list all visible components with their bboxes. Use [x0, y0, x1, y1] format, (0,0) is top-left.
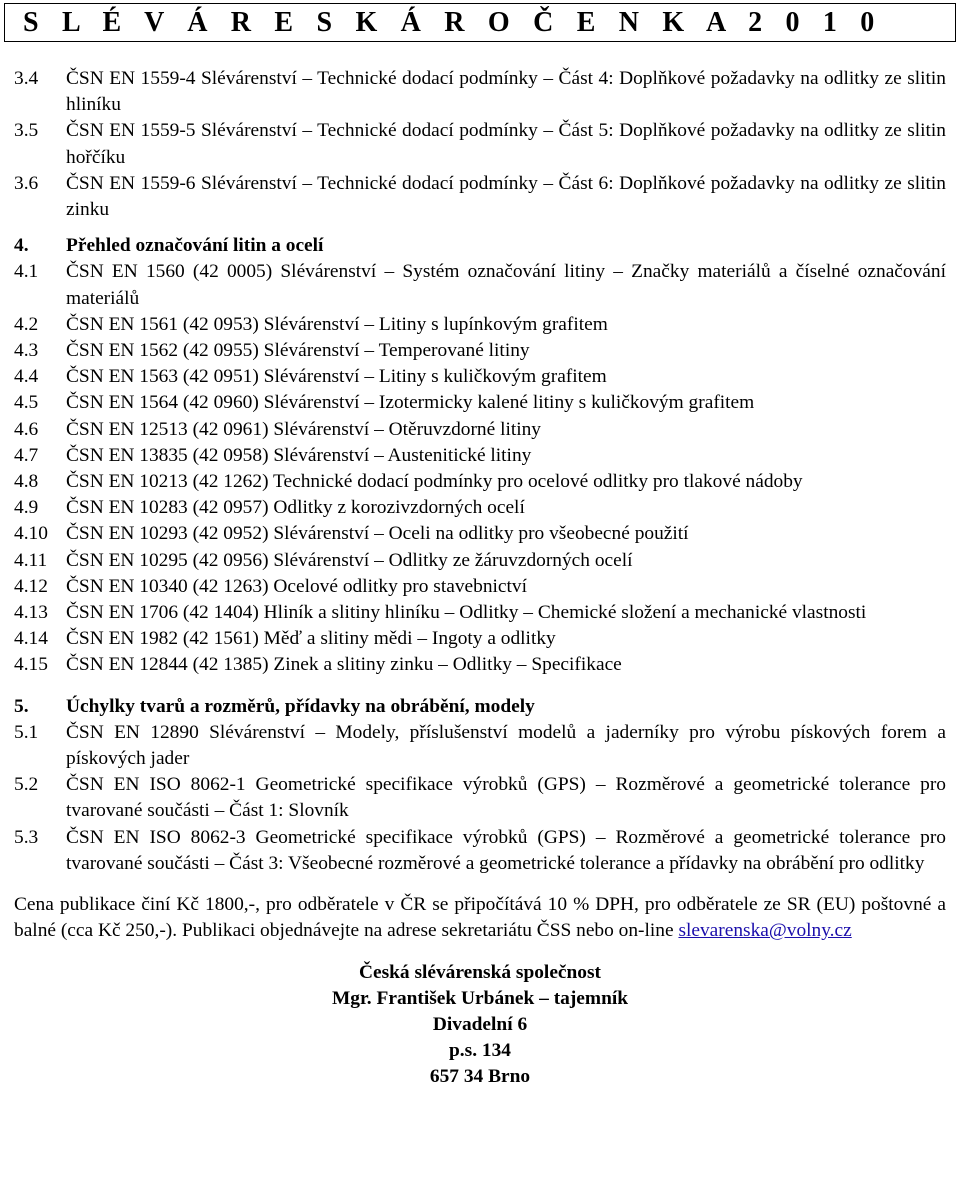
item-number: 4.9: [14, 497, 39, 519]
item-number: 4.11: [14, 549, 48, 571]
item-text: ČSN EN 1562 (42 0955) Slévárenství – Temperované litiny: [66, 340, 530, 362]
list-item: [0, 338, 960, 364]
section-3-continued: [0, 66, 960, 223]
section-number: 5.: [14, 695, 29, 717]
item-text: ČSN EN 10293 (42 0952) Slévárenství – Oceli na odlitky pro všeobecné použití: [66, 523, 689, 545]
item-number: 3.4: [14, 68, 39, 89]
item-text: ČSN EN 1706 (42 1404) Hliník a slitiny hliníku – Odlitky – Chemické složení a mechanické vlastnosti: [66, 602, 867, 624]
list-item: [0, 574, 960, 600]
list-item: [0, 521, 960, 547]
item-text: ČSN EN 10295 (42 0956) Slévárenství – Odlitky ze žáruvzdorných ocelí: [66, 549, 633, 571]
item-text: ČSN EN 1564 (42 0960) Slévárenství – Izotermicky kalené litiny s kuličkovým grafitem: [66, 392, 755, 414]
item-number: 4.6: [14, 418, 39, 440]
list-item: [0, 626, 960, 652]
section-5: [0, 694, 960, 877]
email-link[interactable]: slevarenska@volny.cz: [678, 920, 852, 942]
list-item: [0, 825, 960, 877]
item-number: 5.1: [14, 721, 39, 743]
section-heading: [0, 694, 960, 720]
item-number: 4.12: [14, 575, 48, 597]
item-text: ČSN EN 1561 (42 0953) Slévárenství – Litiny s lupínkovým grafitem: [66, 313, 608, 335]
item-text: ČSN EN 12844 (42 1385) Zinek a slitiny zinku – Odlitky – Specifikace: [66, 654, 622, 676]
item-text: ČSN EN 1982 (42 1561) Měď a slitiny mědi – Ingoty a odlitky: [66, 628, 556, 650]
post-box: p.s. 134: [449, 1040, 511, 1062]
list-item: [0, 259, 960, 311]
organization-name: Česká slévárenská společnost: [358, 961, 602, 983]
item-number: 4.3: [14, 340, 39, 362]
item-text: ČSN EN 1559-6 Slévárenství – Technické dodací podmínky – Část 6: Doplňkové požadavky na odlitky ze slitin zinku: [66, 172, 946, 221]
section-title: Úchylky tvarů a rozměrů, přídavky na obrábění, modely: [66, 695, 535, 717]
item-number: 4.1: [14, 261, 39, 283]
item-number: 3.6: [14, 172, 39, 194]
section-number: 4.: [14, 235, 29, 257]
item-text: ČSN EN 1563 (42 0951) Slévárenství – Litiny s kuličkovým grafitem: [66, 366, 607, 388]
item-text: ČSN EN 10213 (42 1262) Technické dodací podmínky pro ocelové odlitky pro tlakové nádoby: [66, 471, 803, 493]
item-text: ČSN EN ISO 8062-1 Geometrické specifikace výrobků (GPS) – Rozměrové a geometrické tolerance pro tvarované součásti – Část 1: Slovník: [66, 774, 946, 822]
item-number: 3.5: [14, 120, 39, 142]
item-number: 4.15: [14, 654, 48, 676]
item-text: ČSN EN 1560 (42 0005) Slévárenství – Systém označování litiny – Značky materiálů a číselné označování materiálů: [66, 261, 946, 309]
list-item: [0, 390, 960, 416]
secretary-name: Mgr. František Urbánek – tajemník: [331, 987, 629, 1009]
item-text: ČSN EN 1559-5 Slévárenství – Technické dodací podmínky – Část 5: Doplňkové požadavky na odlitky ze slitin hořčíku: [66, 120, 946, 168]
list-item: [0, 772, 960, 824]
price-text: Cena publikace činí Kč 1800,-, pro odběratele v ČR se připočítává 10 % DPH, pro odběratele ze SR (EU) poštovné a balné (cca Kč 250,-). Publikaci objednávejte na adrese sekretariátu ČSS nebo on-line: [14, 894, 946, 942]
list-item: [0, 364, 960, 390]
item-number: 4.5: [14, 392, 39, 414]
list-item: [0, 652, 960, 678]
city-address: 657 34 Brno: [429, 1066, 531, 1088]
item-text: ČSN EN 1559-4 Slévárenství – Technické dodací podmínky – Část 4: Doplňkové požadavky na odlitky ze slitin hliníku: [66, 68, 946, 116]
item-text: ČSN EN 12513 (42 0961) Slévárenství – Otěruvzdorné litiny: [66, 418, 542, 440]
list-item: [0, 443, 960, 469]
section-title: Přehled označování litin a ocelí: [66, 235, 324, 257]
item-number: 4.14: [14, 628, 48, 650]
list-item: [0, 720, 960, 772]
yearbook-title: S L É V Á R E S K Á R O Č E N K A 2 0 1 0: [23, 7, 883, 38]
list-item: [0, 118, 960, 170]
item-number: 4.7: [14, 444, 39, 466]
document-body: [0, 66, 960, 1091]
list-item: [0, 66, 960, 118]
item-number: 4.4: [14, 366, 39, 388]
signature-block: [0, 960, 960, 1091]
section-heading: [0, 233, 960, 259]
item-number: 4.10: [14, 523, 48, 545]
item-number: 4.13: [14, 602, 48, 624]
list-item: [0, 312, 960, 338]
item-text: ČSN EN 10340 (42 1263) Ocelové odlitky pro stavebnictví: [66, 575, 528, 597]
list-item: [0, 469, 960, 495]
item-text: ČSN EN 13835 (42 0958) Slévárenství – Austenitické litiny: [66, 444, 532, 466]
item-text: ČSN EN 12890 Slévárenství – Modely, příslušenství modelů a jaderníky pro výrobu pískových forem a pískových jader: [66, 721, 946, 770]
list-item: [0, 495, 960, 521]
item-text: ČSN EN 10283 (42 0957) Odlitky z korozivzdorných ocelí: [66, 497, 525, 519]
item-number: 5.3: [14, 826, 39, 848]
item-number: 4.2: [14, 313, 39, 335]
item-number: 4.8: [14, 471, 39, 493]
section-4: [0, 233, 960, 678]
list-item: [0, 417, 960, 443]
price-paragraph: [0, 892, 960, 944]
item-text: ČSN EN ISO 8062-3 Geometrické specifikace výrobků (GPS) – Rozměrové a geometrické tolerance pro tvarované součásti – Část 3: Všeobecné rozměrové a geometrické tolerance a přídavky na obrábění pro odlitky: [66, 826, 946, 874]
item-number: 5.2: [14, 774, 39, 796]
list-item: [0, 171, 960, 223]
page-header: [4, 3, 956, 42]
list-item: [0, 548, 960, 574]
street-address: Divadelní 6: [432, 1013, 528, 1035]
list-item: [0, 600, 960, 626]
